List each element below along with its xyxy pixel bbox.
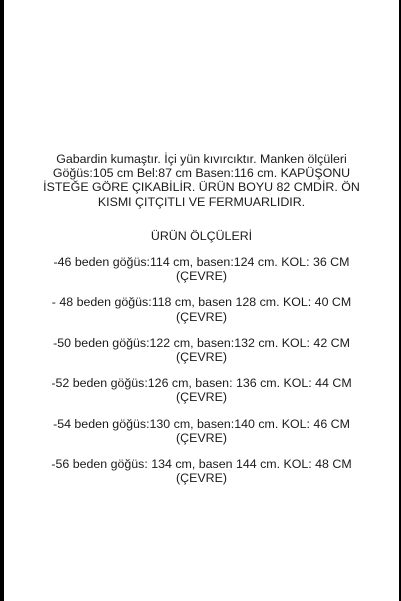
size-measurement: -54 beden göğüs:130 cm, basen:140 cm. KOL: 46 CM <box>53 416 350 431</box>
size-item-56 <box>10 457 393 485</box>
size-item-46 <box>10 255 393 283</box>
size-note: (ÇEVRE) <box>176 309 227 324</box>
size-measurement: -46 beden göğüs:114 cm, basen:124 cm. KOL: 36 CM <box>53 255 350 270</box>
intro-paragraph <box>10 152 393 209</box>
size-note: (ÇEVRE) <box>176 350 227 365</box>
size-list <box>10 255 393 485</box>
intro-line: Gabardin kumaştır. İçi yün kıvırcıktır. Manken ölçüleri <box>56 152 347 166</box>
size-measurement: -52 beden göğüs:126 cm, basen: 136 cm. KOL: 44 CM <box>51 376 352 391</box>
left-edge-border <box>0 0 4 601</box>
size-item-48 <box>10 295 393 323</box>
intro-line: KISMI ÇITÇITLI VE FERMUARLIDIR. <box>97 194 306 209</box>
size-item-52 <box>10 376 393 404</box>
size-measurement: -50 beden göğüs:122 cm, basen:132 cm. KOL: 42 CM <box>53 335 350 350</box>
size-note: (ÇEVRE) <box>176 471 227 486</box>
size-item-54 <box>10 417 393 445</box>
size-chart-title: ÜRÜN ÖLÇÜLERİ <box>150 228 253 243</box>
size-note: (ÇEVRE) <box>176 390 227 405</box>
intro-line: Göğüs:105 cm Bel:87 cm Basen:116 cm. KAPÜŞONU <box>52 166 351 181</box>
size-note: (ÇEVRE) <box>176 430 227 445</box>
size-note: (ÇEVRE) <box>176 269 227 284</box>
size-measurement: - 48 beden göğüs:118 cm, basen 128 cm. KOL: 40 CM <box>51 295 352 310</box>
size-item-50 <box>10 336 393 364</box>
description-content <box>10 152 393 497</box>
size-measurement: -56 beden göğüs: 134 cm, basen 144 cm. KOL: 48 CM <box>51 457 352 472</box>
intro-line: İSTEĞE GÖRE ÇIKABİLİR. ÜRÜN BOYU 82 CMDİR. ÖN <box>43 180 360 195</box>
